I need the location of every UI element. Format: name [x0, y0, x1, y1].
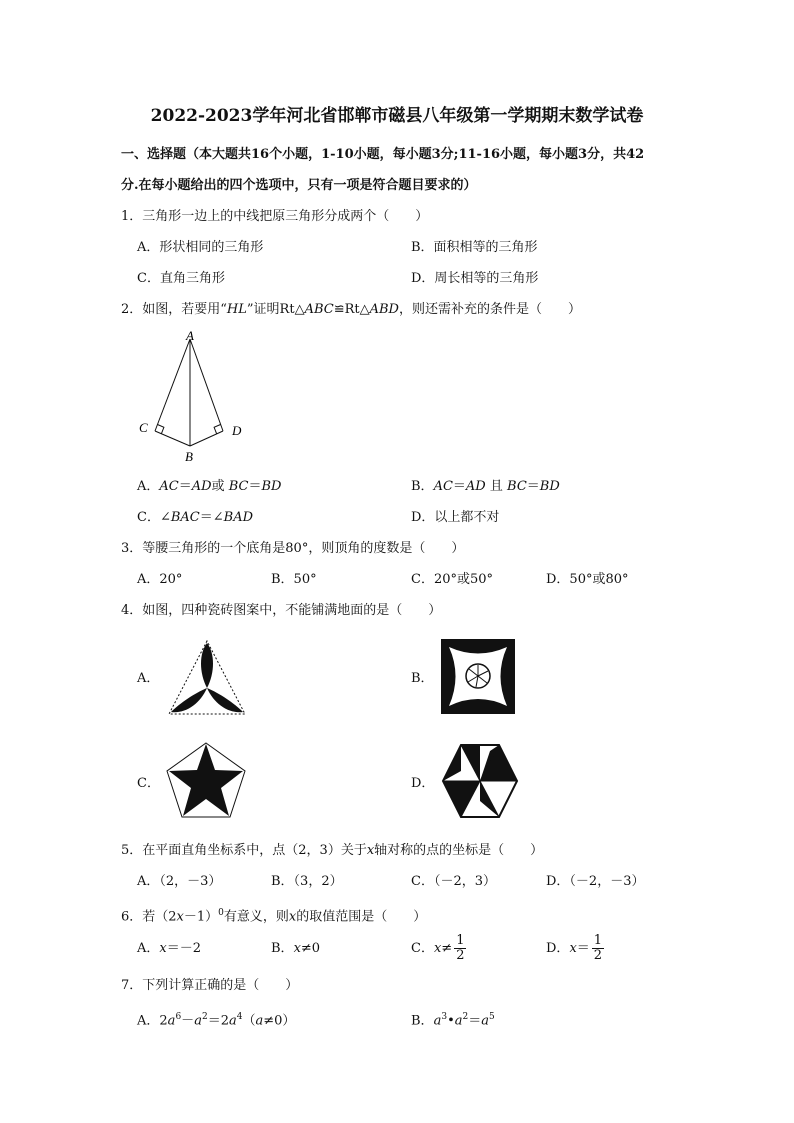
question-4-option-b: B． — [411, 671, 434, 686]
q2-stem-part: 2．如图，若要用“ — [121, 302, 227, 317]
q7b-exp: 3 — [441, 1012, 448, 1022]
q2-kite-figure — [130, 328, 260, 468]
q7a-exp: 2 — [201, 1012, 208, 1022]
question-1-stem: 1．三角形一边上的中线把原三角形分成两个（ ） — [121, 209, 429, 224]
q2-stem-part: ≌Rt△ — [333, 302, 370, 317]
question-3-option-a: A．20° — [137, 572, 183, 587]
q2-hl: HL — [226, 302, 247, 317]
question-3-option-b: B．50° — [271, 572, 317, 587]
opt-label: C． — [411, 941, 434, 956]
q2b-seg: AC — [433, 479, 453, 494]
q2-stem-part: ”证明Rt△ — [246, 302, 305, 317]
q2c-seg: BAD — [223, 510, 254, 525]
question-6-option-a — [137, 940, 201, 958]
q7a-var: a — [228, 1013, 237, 1029]
question-3-stem: 3．等腰三角形的一个底角是80°，则顶角的度数是（ ） — [121, 541, 465, 556]
question-1-option-d: D．周长相等的三角形 — [411, 271, 539, 286]
q7b-exp: 2 — [462, 1012, 469, 1022]
question-2-option-c — [137, 509, 253, 527]
q6d-numerator: 1 — [593, 933, 603, 948]
question-5-option-d: D．（－2，－3） — [546, 874, 645, 889]
section-heading-line1: 一、选择题（本大题共16个小题，1-10小题，每小题3分;11-16小题，每小题3分，共42 — [121, 147, 645, 162]
q2-abc: ABC — [304, 302, 334, 317]
q2c-seg: BAC — [170, 510, 200, 525]
q7a-cond: （ — [242, 1013, 256, 1029]
q6a-val: ＝－2 — [166, 941, 202, 956]
opt-label: B． — [411, 1013, 434, 1029]
question-6-stem — [121, 904, 426, 926]
q2a-seg: BC — [228, 479, 249, 494]
question-5-stem — [121, 842, 543, 860]
q2-abd: ABD — [369, 302, 399, 317]
q6d-var: x — [569, 941, 577, 956]
q6c-numerator: 1 — [456, 933, 465, 948]
q7b-var: a — [454, 1013, 463, 1029]
question-2-stem — [121, 301, 581, 319]
q6-stem-part: －1） — [183, 909, 219, 925]
q6b-var: x — [293, 941, 301, 956]
question-7-stem: 7．下列计算正确的是（ ） — [121, 978, 299, 993]
q6d-fraction — [592, 934, 604, 963]
q2b-seg: BC — [507, 479, 527, 494]
q2a-seg: 或 — [211, 479, 225, 494]
q7a-exp: 6 — [175, 1012, 182, 1022]
opt-label: A． — [137, 479, 160, 494]
question-3-option-d: D．50°或80° — [546, 572, 629, 587]
q6c-denominator: 2 — [456, 948, 465, 963]
opt-label: A． — [137, 941, 160, 956]
q6b-val: ≠0 — [300, 941, 321, 956]
tile-b-square-icon — [440, 638, 516, 715]
question-1-option-a: A．形状相同的三角形 — [137, 240, 264, 255]
q7a-op: ＝2 — [207, 1013, 229, 1029]
q6c-rel: ≠ — [441, 941, 453, 956]
q6-stem-part: 的取值范围是（ ） — [296, 909, 427, 925]
q6-var: x — [176, 909, 184, 925]
q2-stem-part: ，则还需补充的条件是（ ） — [398, 302, 581, 317]
q2b-seg: ＝ — [452, 479, 466, 494]
q5-stem-part: 5．在平面直角坐标系中，点（2，3）关于 — [121, 843, 367, 858]
q2a-seg: AC — [159, 479, 179, 494]
q2-label-d: D — [232, 423, 242, 438]
question-3-option-c: C．20°或50° — [411, 572, 494, 587]
q6d-denominator: 2 — [593, 948, 603, 963]
q2b-seg: AD — [465, 479, 486, 494]
question-4-option-d: D． — [411, 776, 435, 791]
q7b-op: ＝ — [468, 1013, 482, 1029]
q7b-var: a — [433, 1013, 442, 1029]
q5-var: x — [366, 843, 375, 858]
question-1-option-b: B．面积相等的三角形 — [411, 240, 538, 255]
page-title: 2022-2023学年河北省邯郸市磁县八年级第一学期期末数学试卷 — [150, 106, 644, 126]
question-4-option-a: A． — [137, 671, 160, 686]
q2-label-c: C — [139, 420, 148, 435]
q6-var: x — [288, 909, 297, 925]
question-6-option-c — [411, 932, 466, 966]
q7b-op: • — [447, 1013, 455, 1029]
q7a-var: a — [167, 1013, 176, 1029]
question-5-option-b: B．（3，2） — [271, 874, 343, 889]
question-2-option-d: D．以上都不对 — [411, 510, 500, 525]
q2a-seg: BD — [261, 479, 282, 494]
question-5-option-c: C．（－2，3） — [411, 874, 496, 889]
q2-label-a: A — [186, 328, 194, 343]
tile-d-hexagon-icon — [440, 741, 520, 821]
q7a-exp: 4 — [236, 1012, 243, 1022]
tile-a-trefoil-icon — [165, 638, 250, 718]
q5-stem-part: 轴对称的点的坐标是（ ） — [374, 843, 544, 858]
q2b-seg: BD — [539, 479, 560, 494]
q7a-var: a — [194, 1013, 202, 1029]
q6-stem-part: 有意义，则 — [223, 909, 289, 925]
q2-label-b: B — [185, 449, 193, 464]
q2b-seg: 且 — [489, 479, 503, 494]
q2a-seg: ＝ — [248, 479, 262, 494]
q6-stem-part: 6．若（2 — [121, 909, 177, 925]
q2a-seg: AD — [191, 479, 212, 494]
question-5-option-a: A．（2，－3） — [137, 874, 222, 889]
question-2-option-a — [137, 478, 281, 496]
q6a-var: x — [159, 941, 167, 956]
q6c-var: x — [433, 941, 442, 956]
section-heading-line2: 分.在每小题给出的四个选项中，只有一项是符合题目要求的） — [121, 178, 477, 193]
question-7-option-b — [411, 1008, 495, 1030]
q6d-rel: ＝ — [576, 941, 590, 956]
opt-label: A．2 — [137, 1013, 168, 1029]
question-2-option-b — [411, 478, 560, 496]
question-7-option-a — [137, 1008, 295, 1030]
q7a-cond: ≠0） — [263, 1013, 296, 1029]
q7a-op: － — [181, 1013, 195, 1029]
q2b-seg: ＝ — [526, 479, 540, 494]
q7b-var: a — [481, 1013, 490, 1029]
q7a-var: a — [255, 1013, 264, 1029]
question-1-option-c: C．直角三角形 — [137, 271, 225, 286]
tile-c-star-pentagon-icon — [164, 740, 249, 820]
opt-label: B． — [271, 941, 294, 956]
question-6-option-d — [546, 932, 604, 966]
opt-label: D． — [546, 941, 570, 956]
q6-exponent: 0 — [218, 908, 224, 918]
opt-label: C．∠ — [137, 510, 171, 525]
question-6-option-b — [271, 940, 320, 958]
question-4-option-c: C． — [137, 776, 160, 791]
q2c-seg: ＝∠ — [199, 510, 224, 525]
q7b-exp: 5 — [489, 1012, 495, 1022]
question-4-stem: 4．如图，四种瓷砖图案中，不能铺满地面的是（ ） — [121, 603, 442, 618]
q2a-seg: ＝ — [178, 479, 192, 494]
q6c-fraction — [454, 934, 466, 963]
opt-label: B． — [411, 479, 434, 494]
